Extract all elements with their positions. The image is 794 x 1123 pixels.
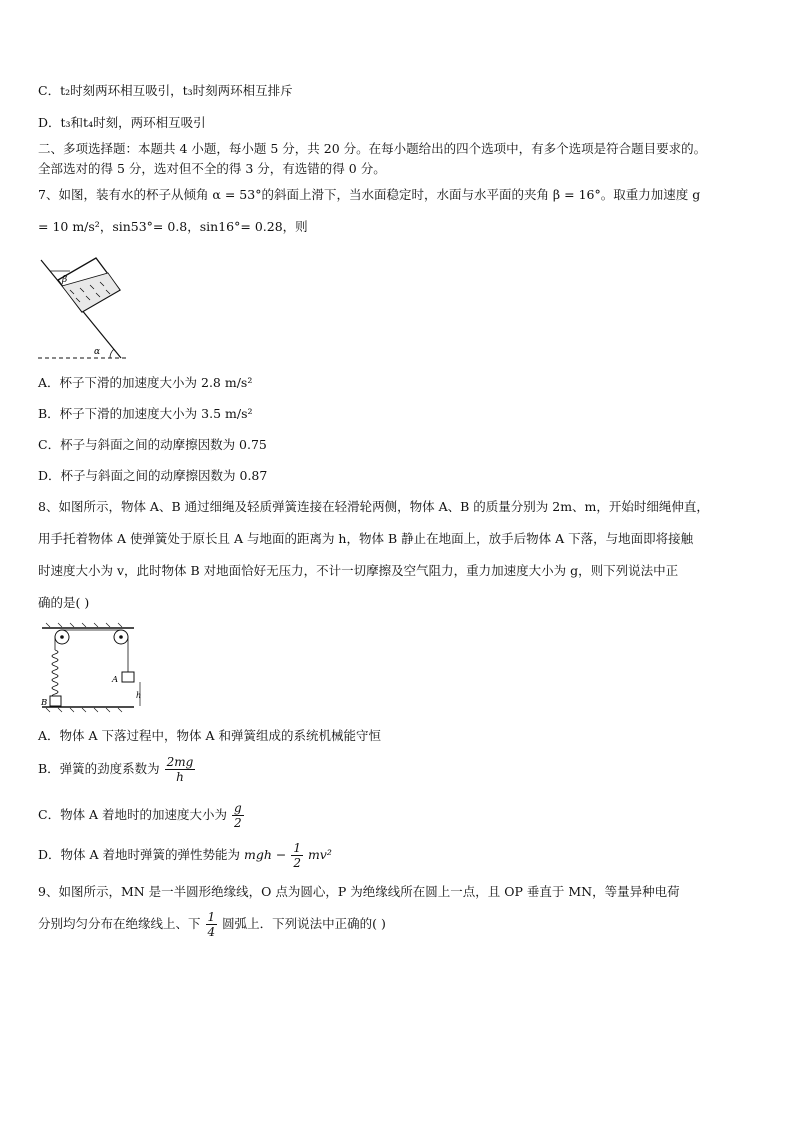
- q8-stem-4: 确的是( ): [38, 595, 90, 610]
- q7-option-c: C．杯子与斜面之间的动摩擦因数为 0.75: [38, 437, 267, 452]
- q7-option-a: A．杯子下滑的加速度大小为 2.8 m/s²: [38, 375, 253, 390]
- q9-stem-2-tail: 圆弧上．下列说法中正确的( ): [222, 916, 386, 931]
- fraction-numerator: 1: [207, 910, 216, 924]
- incline-cup-figure: [36, 250, 131, 362]
- q7-stem-2: = 10 m/s²，sin53°= 0.8，sin16°= 0.28，则: [38, 219, 308, 234]
- q9-stem-2-text: 分别均匀分布在绝缘线上、下: [38, 916, 201, 931]
- section2-instruction-1: 二、多项选择题：本题共 4 小题，每小题 5 分，共 20 分。在每小题给出的四个选项中，有多个选项是符合题目要求的。: [38, 141, 707, 156]
- q8-option-d-text: D．物体 A 着地时弹簧的弹性势能为: [38, 847, 240, 862]
- block-b-label: B: [41, 698, 48, 708]
- q8-option-d-fraction: [291, 841, 303, 870]
- fraction-denominator: 2: [293, 856, 301, 870]
- fraction-denominator: 2: [234, 816, 242, 830]
- energy-expr-part1: mgh −: [243, 847, 287, 862]
- q7-option-d: D．杯子与斜面之间的动摩擦因数为 0.87: [38, 468, 268, 483]
- q8-option-a: A．物体 A 下落过程中，物体 A 和弹簧组成的系统机械能守恒: [38, 728, 381, 743]
- fraction-numerator: 1: [293, 841, 301, 855]
- q7-stem-1: 7、如图，装有水的杯子从倾角 α = 53°的斜面上滑下，当水面稳定时，水面与水平面的夹角 β = 16°。取重力加速度 g: [38, 187, 701, 202]
- fraction-numerator: g: [234, 801, 242, 815]
- q8-option-d: [38, 841, 332, 870]
- fraction-numerator: 2mg: [166, 755, 194, 769]
- q8-option-b-fraction: [165, 755, 196, 784]
- q9-fraction: [206, 910, 218, 939]
- q9-stem-2: [38, 910, 386, 939]
- q7-option-b: B．杯子下滑的加速度大小为 3.5 m/s²: [38, 406, 253, 421]
- q6-option-d: D．t₃和t₄时刻，两环相互吸引: [38, 115, 206, 130]
- q6-option-c: C．t₂时刻两环相互吸引，t₃时刻两环相互排斥: [38, 83, 293, 98]
- beta-label: β: [62, 275, 68, 285]
- q8-stem-1: 8、如图所示，物体 A、B 通过细绳及轻质弹簧连接在轻滑轮两侧，物体 A、B 的质量分别为 2m、m，开始时细绳伸直，: [38, 499, 709, 514]
- fraction-denominator: 4: [207, 925, 216, 939]
- alpha-label: α: [94, 347, 101, 357]
- block-a-label: A: [112, 675, 119, 685]
- q9-stem-1: 9、如图所示，MN 是一半圆形绝缘线，O 点为圆心，P 为绝缘线所在圆上一点，且 OP 垂直于 MN，等量异种电荷: [38, 884, 680, 899]
- section2-instruction-2: 全部选对的得 5 分，选对但不全的得 3 分，有选错的得 0 分。: [38, 161, 386, 176]
- fraction-denominator: h: [176, 770, 184, 784]
- q8-option-b: [38, 755, 196, 784]
- q8-stem-2: 用手托着物体 A 使弹簧处于原长且 A 与地面的距离为 h，物体 B 静止在地面上，放手后物体 A 下落，与地面即将接触: [38, 531, 694, 546]
- energy-expr-part2: mv²: [307, 847, 332, 862]
- q8-option-c-fraction: [232, 801, 244, 830]
- height-h-label: h: [136, 691, 142, 700]
- q8-stem-3: 时速度大小为 v，此时物体 B 对地面恰好无压力，不计一切摩擦及空气阻力，重力加速度大小为 g，则下列说法中正: [38, 563, 679, 578]
- q8-option-b-text: B．弹簧的劲度系数为: [38, 761, 160, 776]
- q8-option-c-text: C．物体 A 着地时的加速度大小为: [38, 807, 228, 822]
- pulley-spring-figure: [38, 622, 142, 714]
- q8-option-c: [38, 801, 245, 830]
